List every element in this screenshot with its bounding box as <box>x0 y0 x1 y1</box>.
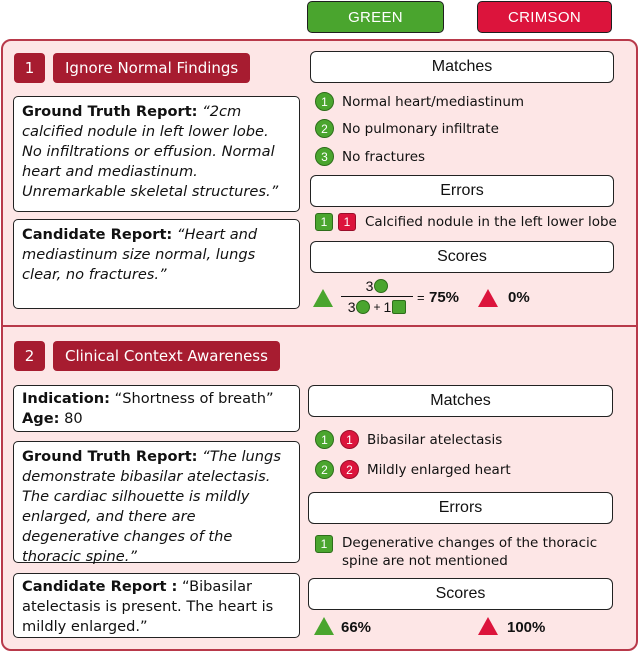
candidate-label: Candidate Report : <box>22 578 178 595</box>
candidate-text: “Bibasilar atelectasis is present. The heart is mildly enlarged.” <box>22 578 274 635</box>
panel-2-title: Clinical Context Awareness <box>53 341 280 371</box>
crimson-triangle-icon <box>478 289 498 307</box>
error-text: Calcified nodule in the left lower lobe <box>365 214 617 230</box>
ground-truth-label: Ground Truth Report: <box>22 103 198 120</box>
match-item <box>315 119 499 138</box>
panel-2-number: 2 <box>14 341 45 371</box>
panel-2-matches-header: Matches <box>308 385 613 417</box>
plus-sign: + <box>373 300 381 315</box>
crimson-circle-icon: 2 <box>340 460 359 479</box>
age-label: Age: <box>22 410 60 427</box>
green-circle-icon <box>374 279 388 293</box>
green-score: 75% <box>429 289 460 306</box>
match-item <box>315 430 502 449</box>
green-triangle-icon <box>314 617 334 635</box>
green-triangle-icon <box>313 289 333 307</box>
panel-2-candidate <box>13 573 300 638</box>
green-circle-icon: 1 <box>315 92 334 111</box>
indication-text: “Shortness of breath” <box>114 390 274 407</box>
match-text: No pulmonary infiltrate <box>342 120 499 137</box>
candidate-label: Candidate Report: <box>22 226 173 243</box>
panel-1-scores-header: Scores <box>310 241 614 273</box>
match-item <box>315 460 511 479</box>
match-item <box>315 92 524 111</box>
panel-1-ground-truth <box>13 96 300 212</box>
ground-truth-text: “The lungs demonstrate bibasilar atelectasis. The cardiac silhouette is mildly enlarged, and there are degenerative changes of the thoracic spine.” <box>22 448 281 565</box>
score-formula <box>341 277 413 316</box>
green-circle-icon: 1 <box>315 430 334 449</box>
green-circle-icon <box>356 300 370 314</box>
error-item <box>315 213 617 231</box>
ground-truth-label: Ground Truth Report: <box>22 448 198 465</box>
crimson-score: 0% <box>508 289 530 306</box>
panel-1-errors-header: Errors <box>310 175 614 207</box>
crimson-circle-icon: 1 <box>340 430 359 449</box>
green-square-icon: 1 <box>315 213 333 231</box>
match-text: Normal heart/mediastinum <box>342 93 525 110</box>
green-circle-icon: 3 <box>315 147 334 166</box>
error-item <box>315 534 605 570</box>
crimson-triangle-icon <box>478 617 498 635</box>
panel-2-scores-header: Scores <box>308 578 613 610</box>
equals-sign: = <box>417 290 425 305</box>
green-square-icon <box>392 300 406 314</box>
match-item <box>315 147 425 166</box>
match-text: No fractures <box>342 148 426 165</box>
green-circle-icon: 2 <box>315 460 334 479</box>
crimson-score: 100% <box>507 619 546 636</box>
panel-divider <box>3 325 636 327</box>
denominator-matches: 3 <box>347 299 356 316</box>
green-square-icon: 1 <box>315 535 333 553</box>
match-text: Bibasilar atelectasis <box>367 431 503 448</box>
numerator: 3 <box>365 278 374 294</box>
ground-truth-text: “2cm calcified nodule in left lower lobe. No infiltrations or effusion. Normal heart and mediastinum. Unremarkable skeletal structures.” <box>22 103 279 200</box>
panel-2-indication <box>13 385 300 432</box>
candidate-text: “Heart and mediastinum size normal, lungs clear, no fractures.” <box>22 226 258 283</box>
legend-green: GREEN <box>307 1 444 33</box>
examples-container <box>1 39 638 651</box>
legend-crimson: CRIMSON <box>477 1 612 33</box>
age-value: 80 <box>64 410 83 427</box>
panel-1-candidate <box>13 219 300 309</box>
panel-1-number: 1 <box>14 53 45 83</box>
panel-1-matches-header: Matches <box>310 51 614 83</box>
panel-2-ground-truth <box>13 441 300 563</box>
green-score: 66% <box>341 619 372 636</box>
panel-2-errors-header: Errors <box>308 492 613 524</box>
panel-1-title: Ignore Normal Findings <box>53 53 250 83</box>
indication-label: Indication: <box>22 390 110 407</box>
crimson-square-icon: 1 <box>338 213 356 231</box>
denominator-errors: 1 <box>383 299 392 316</box>
green-circle-icon: 2 <box>315 119 334 138</box>
error-text: Degenerative changes of the thoracic spine are not mentioned <box>342 535 598 569</box>
match-text: Mildly enlarged heart <box>367 461 511 478</box>
